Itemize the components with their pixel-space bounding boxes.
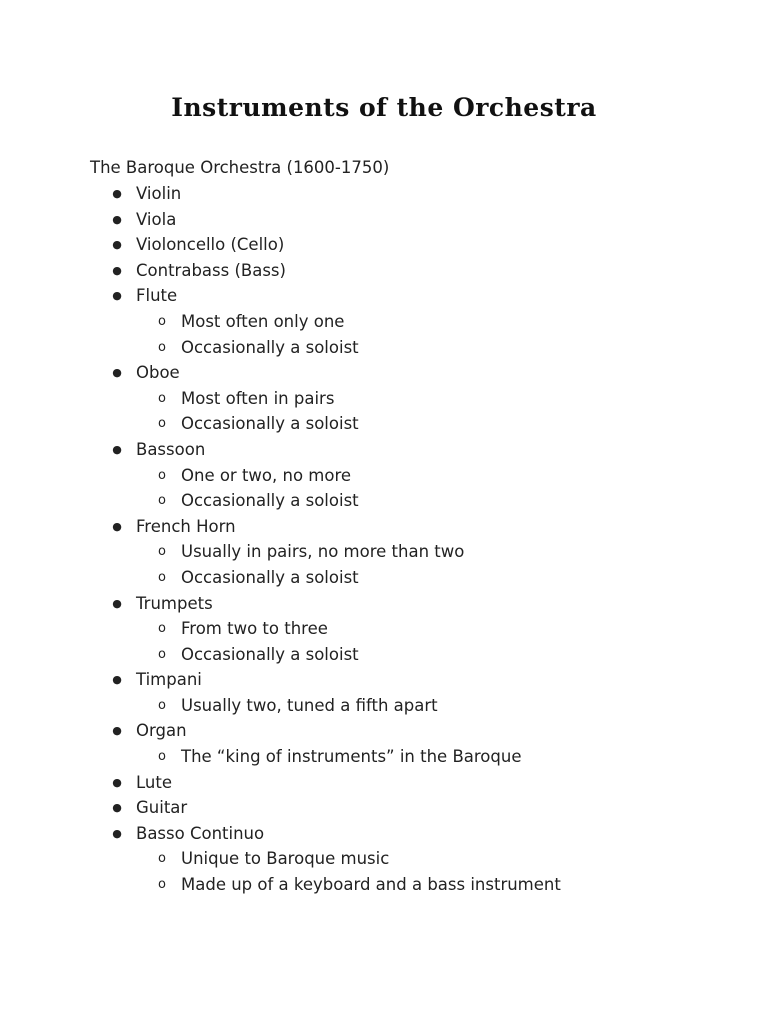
- sub-list-item-label: Most often in pairs: [181, 388, 335, 408]
- sub-bullet-icon: o: [158, 467, 166, 483]
- bullet-icon: ●: [112, 775, 122, 789]
- sub-list-item: [0, 693, 768, 719]
- list-item-label: Organ: [136, 721, 187, 741]
- list-item-basso-continuo: [0, 821, 768, 847]
- sub-list-item: [0, 463, 768, 489]
- list-item-flute: [0, 283, 768, 309]
- sub-list-item-label: Occasionally a soloist: [181, 414, 359, 434]
- sub-list-item: [0, 846, 768, 872]
- list-item-contrabass-bass: [0, 258, 768, 284]
- sub-list-item: [0, 616, 768, 642]
- list-item-label: Bassoon: [136, 439, 206, 459]
- bullet-icon: ●: [112, 826, 122, 840]
- list-item-label: Guitar: [136, 798, 188, 818]
- sub-list-item-label: One or two, no more: [181, 465, 352, 485]
- sub-list-item: [0, 386, 768, 412]
- bullet-icon: ●: [112, 596, 122, 610]
- sub-list-item: [0, 309, 768, 335]
- list-item-label: Timpani: [136, 670, 202, 690]
- bullet-icon: ●: [112, 289, 122, 303]
- list-item-timpani: [0, 667, 768, 693]
- section-heading: The Baroque Orchestra (1600-1750): [90, 158, 390, 177]
- bullet-icon: ●: [112, 263, 122, 277]
- sub-list-item-label: Occasionally a soloist: [181, 644, 359, 664]
- sub-list-item: [0, 488, 768, 514]
- bullet-icon: ●: [112, 212, 122, 226]
- sub-bullet-icon: o: [158, 390, 166, 406]
- sub-bullet-icon: o: [158, 697, 166, 713]
- sub-bullet-icon: o: [158, 313, 166, 329]
- sub-list-item-label: Made up of a keyboard and a bass instrument: [181, 875, 561, 895]
- sub-bullet-icon: o: [158, 621, 166, 637]
- list-item-label: Viola: [136, 209, 177, 229]
- bullet-icon: ●: [112, 366, 122, 380]
- sub-bullet-icon: o: [158, 851, 166, 867]
- list-item-viola: [0, 207, 768, 233]
- list-item-label: Basso Continuo: [136, 823, 265, 843]
- bullet-icon: ●: [112, 519, 122, 533]
- sub-list-item-label: Usually in pairs, no more than two: [181, 542, 465, 562]
- sub-list-item: [0, 744, 768, 770]
- list-item-lute: [0, 770, 768, 796]
- list-item-violin: [0, 181, 768, 207]
- sub-bullet-icon: o: [158, 416, 166, 432]
- sub-list-item-label: Occasionally a soloist: [181, 567, 359, 587]
- bullet-icon: ●: [112, 187, 122, 200]
- list-item-label: Violin: [136, 184, 182, 203]
- sub-list-item-label: Occasionally a soloist: [181, 491, 359, 511]
- bullet-icon: ●: [112, 801, 122, 815]
- sub-list-item-label: Most often only one: [181, 311, 345, 331]
- list-item-label: Trumpets: [136, 593, 213, 613]
- sub-list-item-label: Unique to Baroque music: [181, 849, 390, 869]
- sub-list-item: [0, 335, 768, 361]
- sub-bullet-icon: o: [158, 493, 166, 509]
- list-item-label: French Horn: [136, 516, 236, 536]
- bullet-icon: ●: [112, 238, 122, 252]
- sub-bullet-icon: o: [158, 544, 166, 560]
- sub-bullet-icon: o: [158, 877, 166, 893]
- bullet-icon: ●: [112, 673, 122, 687]
- bullet-icon: ●: [112, 442, 122, 456]
- sub-list-item-label: From two to three: [181, 619, 328, 639]
- sub-list-item-label: The “king of instruments” in the Baroque: [181, 747, 522, 767]
- list-item-label: Contrabass (Bass): [136, 260, 286, 280]
- instrument-list: [0, 181, 768, 898]
- list-item-label: Flute: [136, 286, 178, 306]
- list-item-label: Lute: [136, 772, 172, 792]
- list-item-bassoon: [0, 437, 768, 463]
- sub-list-item: [0, 411, 768, 437]
- sub-list-item: [0, 872, 768, 898]
- list-item-guitar: [0, 795, 768, 821]
- sub-list-item: [0, 642, 768, 668]
- list-item-organ: [0, 718, 768, 744]
- sub-bullet-icon: o: [158, 339, 166, 355]
- list-item-trumpets: [0, 591, 768, 617]
- list-item-label: Violoncello (Cello): [136, 235, 285, 255]
- list-item-label: Oboe: [136, 363, 180, 383]
- sub-list-item: [0, 565, 768, 591]
- sub-bullet-icon: o: [158, 569, 166, 585]
- sub-list-item-label: Usually two, tuned a fifth apart: [181, 695, 438, 715]
- list-item-violoncello-cello: [0, 232, 768, 258]
- sub-list-item: [0, 539, 768, 565]
- list-item-oboe: [0, 360, 768, 386]
- sub-list-item-label: Occasionally a soloist: [181, 337, 359, 357]
- page-title: Instruments of the Orchestra: [171, 93, 597, 122]
- sub-bullet-icon: o: [158, 749, 166, 765]
- sub-bullet-icon: o: [158, 646, 166, 662]
- bullet-icon: ●: [112, 724, 122, 738]
- list-item-french-horn: [0, 514, 768, 540]
